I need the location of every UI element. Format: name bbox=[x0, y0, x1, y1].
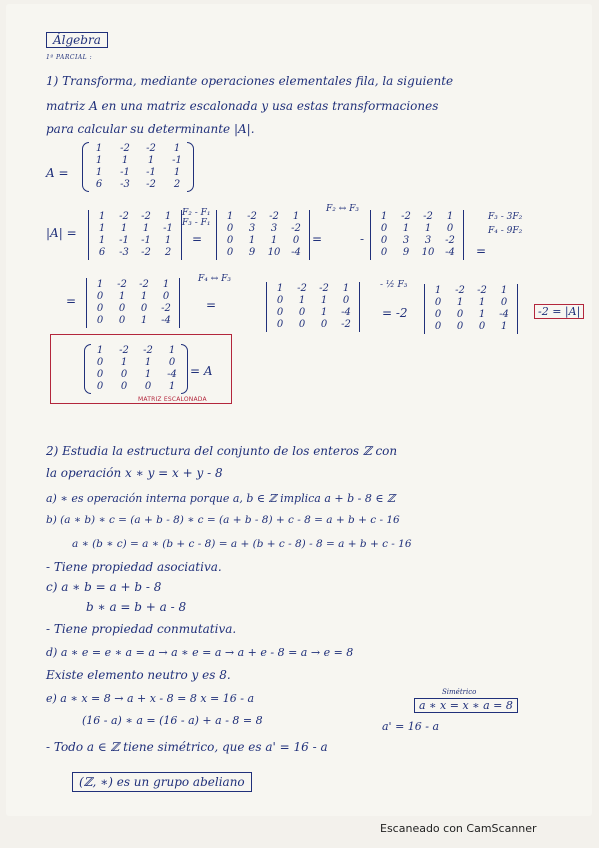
matrix-cell: 0 bbox=[96, 303, 104, 314]
op-step1b: F₃ - F₁ bbox=[182, 218, 211, 228]
matrix-cell: 0 bbox=[292, 235, 300, 246]
matrix-cell: 1 bbox=[144, 369, 152, 380]
problem2-e-prime: a' = 16 - a bbox=[382, 720, 440, 733]
problem2-c2: b ∗ a = b + a - 8 bbox=[86, 600, 187, 614]
matrix-cell: 0 bbox=[380, 247, 388, 258]
matrix-cell: -1 bbox=[119, 235, 129, 246]
matrix-cell: 1 bbox=[298, 295, 306, 306]
matrix-cell: 1 bbox=[342, 283, 350, 294]
page-title: Álgebra bbox=[46, 32, 108, 48]
matrix-cell: -2 bbox=[297, 283, 307, 294]
matrix-cell: 0 bbox=[226, 223, 234, 234]
matrix-cell: 0 bbox=[96, 369, 104, 380]
matrix-cell: -2 bbox=[341, 319, 351, 330]
scanner-watermark: Escaneado con CamScanner bbox=[380, 822, 537, 835]
matrix-cell: 0 bbox=[276, 295, 284, 306]
matrix-cell: 6 bbox=[98, 247, 106, 258]
matrix-cell: -2 bbox=[269, 211, 279, 222]
matrix-cell: -1 bbox=[141, 235, 151, 246]
problem1-line2: matriz A en una matriz escalonada y usa estas transformaciones bbox=[46, 99, 439, 113]
matrix-cell: -2 bbox=[141, 211, 151, 222]
matrix-cell: 0 bbox=[298, 307, 306, 318]
problem2-a: a) ∗ es operación interna porque a, b ∈ ℤ implica a + b - 8 ∈ ℤ bbox=[46, 492, 396, 505]
matrix-cell: -2 bbox=[423, 211, 433, 222]
matrix-cell: 0 bbox=[118, 315, 126, 326]
matrix-cell: 1 bbox=[446, 211, 454, 222]
matrix-cell: 1 bbox=[140, 315, 148, 326]
problem2-b2: a ∗ (b ∗ c) = a ∗ (b + c - 8) = a + (b + c - 8) - 8 = a + b + c - 16 bbox=[72, 538, 412, 550]
matrix-cell: -4 bbox=[499, 309, 509, 320]
matrix-cell: 1 bbox=[276, 283, 284, 294]
matrix-cell: 1 bbox=[424, 223, 432, 234]
symmetric-box: a ∗ x = x ∗ a = 8 bbox=[414, 698, 518, 713]
matrix-cell: 0 bbox=[298, 319, 306, 330]
matrix-cell: -4 bbox=[167, 369, 177, 380]
op-step2: F₂ ↔ F₃ bbox=[326, 204, 359, 214]
matrix-cell: 0 bbox=[96, 357, 104, 368]
matrix-cell: 1 bbox=[173, 167, 181, 178]
matrix-cell: -1 bbox=[146, 167, 156, 178]
matrix-cell: -2 bbox=[291, 223, 301, 234]
matrix-cell: 3 bbox=[248, 223, 256, 234]
matrix-cell: -2 bbox=[117, 279, 127, 290]
matrix-step3 bbox=[370, 210, 464, 260]
notebook-page bbox=[6, 4, 592, 816]
matrix-cell: 0 bbox=[320, 319, 328, 330]
problem2-d2: Existe elemento neutro y es 8. bbox=[46, 668, 231, 682]
matrix-cell: -2 bbox=[141, 247, 151, 258]
matrix-cell: 2 bbox=[164, 247, 172, 258]
matrix-cell: -2 bbox=[455, 285, 465, 296]
matrix-cell: 0 bbox=[276, 307, 284, 318]
matrix-cell: 3 bbox=[402, 235, 410, 246]
matrix-cell: 1 bbox=[500, 321, 508, 332]
matrix-cell: 1 bbox=[434, 285, 442, 296]
matrix-cell: 0 bbox=[500, 297, 508, 308]
matrix-cell: 1 bbox=[162, 279, 170, 290]
matrix-a-label: A = bbox=[46, 166, 69, 180]
matrix-a bbox=[84, 142, 192, 192]
matrix-cell: 1 bbox=[500, 285, 508, 296]
matrix-cell: 1 bbox=[270, 235, 278, 246]
symmetric-label: Simétrico bbox=[442, 688, 477, 696]
matrix-cell: 0 bbox=[120, 369, 128, 380]
matrix-cell: -2 bbox=[319, 283, 329, 294]
matrix-cell: -2 bbox=[139, 279, 149, 290]
matrix-cell: 9 bbox=[402, 247, 410, 258]
matrix-cell: 0 bbox=[446, 223, 454, 234]
matrix-cell: -2 bbox=[119, 345, 129, 356]
matrix-cell: 6 bbox=[95, 179, 103, 190]
matrix-cell: 1 bbox=[96, 345, 104, 356]
matrix-cell: 0 bbox=[226, 235, 234, 246]
matrix-cell: 0 bbox=[96, 381, 104, 392]
eq-step5: = -2 bbox=[382, 306, 408, 320]
problem2-e3: - Todo a ∈ ℤ tiene simétrico, que es a' = 16 - a bbox=[46, 740, 328, 754]
matrix-cell: 0 bbox=[168, 357, 176, 368]
matrix-step2 bbox=[216, 210, 310, 260]
matrix-cell: 1 bbox=[120, 223, 128, 234]
matrix-cell: -2 bbox=[119, 211, 129, 222]
eq-step2: = bbox=[312, 232, 323, 246]
matrix-cell: 1 bbox=[118, 291, 126, 302]
matrix-cell: 9 bbox=[248, 247, 256, 258]
determinant-result: -2 = |A| bbox=[534, 304, 584, 319]
det-label: |A| = bbox=[46, 226, 77, 240]
eq-step4-lead: = bbox=[66, 294, 77, 308]
matrix-cell: -2 bbox=[143, 345, 153, 356]
matrix-cell: 3 bbox=[424, 235, 432, 246]
matrix-cell: 0 bbox=[434, 297, 442, 308]
matrix-cell: 1 bbox=[248, 235, 256, 246]
matrix-cell: 0 bbox=[434, 309, 442, 320]
matrix-cell: 0 bbox=[342, 295, 350, 306]
matrix-cell: -4 bbox=[291, 247, 301, 258]
problem2-d1: d) a ∗ e = e ∗ a = a → a ∗ e = a → a + e - 8 = a → e = 8 bbox=[46, 646, 354, 659]
matrix-cell: 0 bbox=[456, 309, 464, 320]
matrix-cell: 1 bbox=[402, 223, 410, 234]
matrix-cell: 1 bbox=[95, 143, 103, 154]
matrix-cell: 1 bbox=[456, 297, 464, 308]
matrix-cell: 0 bbox=[144, 381, 152, 392]
matrix-cell: -2 bbox=[247, 211, 257, 222]
matrix-cell: -1 bbox=[120, 167, 130, 178]
matrix-step1 bbox=[88, 210, 182, 260]
matrix-cell: 0 bbox=[96, 315, 104, 326]
matrix-cell: 0 bbox=[226, 247, 234, 258]
matrix-cell: 1 bbox=[95, 167, 103, 178]
matrix-step4 bbox=[86, 278, 180, 328]
matrix-cell: 1 bbox=[168, 381, 176, 392]
matrix-cell: 0 bbox=[140, 303, 148, 314]
matrix-cell: 1 bbox=[292, 211, 300, 222]
problem2-b3: - Tiene propiedad asociativa. bbox=[46, 560, 222, 574]
matrix-cell: 1 bbox=[320, 295, 328, 306]
matrix-cell: 0 bbox=[162, 291, 170, 302]
matrix-cell: 1 bbox=[164, 235, 172, 246]
problem2-b1: b) (a ∗ b) ∗ c = (a + b - 8) ∗ c = (a + b - 8) + c - 8 = a + b + c - 16 bbox=[46, 514, 400, 526]
matrix-cell: 1 bbox=[380, 211, 388, 222]
matrix-cell: 1 bbox=[147, 155, 155, 166]
eq-step3: = bbox=[476, 244, 487, 258]
conclusion-box: (ℤ, ∗) es un grupo abeliano bbox=[72, 772, 252, 792]
matrix-cell: -1 bbox=[172, 155, 182, 166]
matrix-step5 bbox=[266, 282, 360, 332]
matrix-cell: 1 bbox=[98, 211, 106, 222]
problem2-e1: e) a ∗ x = 8 → a + x - 8 = 8 x = 16 - a bbox=[46, 692, 255, 705]
matrix-cell: -3 bbox=[119, 247, 129, 258]
matrix-cell: 0 bbox=[478, 321, 486, 332]
eq-step1: = bbox=[192, 232, 203, 246]
matrix-cell: 1 bbox=[142, 223, 150, 234]
matrix-cell: 1 bbox=[95, 155, 103, 166]
matrix-cell: 1 bbox=[144, 357, 152, 368]
op-step4: F₄ ↔ F₃ bbox=[198, 274, 231, 284]
matrix-cell: 0 bbox=[276, 319, 284, 330]
op-step3a: F₃ - 3F₂ bbox=[488, 212, 523, 222]
op-step5: - ½ F₃ bbox=[380, 280, 408, 290]
matrix-cell: 1 bbox=[478, 309, 486, 320]
neg-step2: - bbox=[360, 232, 365, 246]
matrix-cell: -2 bbox=[477, 285, 487, 296]
page-subtitle: 1º PARCIAL : bbox=[46, 54, 93, 61]
matrix-cell: -4 bbox=[445, 247, 455, 258]
matrix-cell: 3 bbox=[270, 223, 278, 234]
matrix-cell: -4 bbox=[341, 307, 351, 318]
matrix-cell: -2 bbox=[161, 303, 171, 314]
echelon-tag: MATRIZ ESCALONADA bbox=[138, 396, 207, 403]
matrix-cell: 1 bbox=[120, 357, 128, 368]
matrix-cell: -2 bbox=[445, 235, 455, 246]
matrix-cell: 10 bbox=[267, 247, 281, 258]
matrix-cell: 1 bbox=[320, 307, 328, 318]
matrix-cell: 1 bbox=[164, 211, 172, 222]
op-step3b: F₄ - 9F₂ bbox=[488, 226, 523, 236]
problem2-line1: 2) Estudia la estructura del conjunto de los enteros ℤ con bbox=[46, 444, 398, 458]
problem2-c1: c) a ∗ b = a + b - 8 bbox=[46, 580, 162, 594]
problem1-line3: para calcular su determinante |A|. bbox=[46, 122, 255, 136]
matrix-cell: -3 bbox=[120, 179, 130, 190]
matrix-cell: -2 bbox=[401, 211, 411, 222]
matrix-cell: 0 bbox=[380, 235, 388, 246]
echelon-matrix bbox=[86, 344, 186, 394]
matrix-cell: -2 bbox=[146, 179, 156, 190]
matrix-cell: 0 bbox=[118, 303, 126, 314]
problem1-line1: 1) Transforma, mediante operaciones elementales fila, la siguiente bbox=[46, 74, 454, 88]
matrix-cell: 1 bbox=[121, 155, 129, 166]
problem2-e2: (16 - a) ∗ a = (16 - a) + a - 8 = 8 bbox=[82, 714, 263, 727]
problem2-line2: la operación x ∗ y = x + y - 8 bbox=[46, 466, 223, 480]
matrix-cell: 1 bbox=[96, 279, 104, 290]
matrix-cell: 1 bbox=[140, 291, 148, 302]
matrix-cell: 1 bbox=[173, 143, 181, 154]
matrix-cell: 0 bbox=[96, 291, 104, 302]
op-step1a: F₂ - F₁ bbox=[182, 208, 211, 218]
matrix-cell: 1 bbox=[98, 235, 106, 246]
matrix-cell: -4 bbox=[161, 315, 171, 326]
matrix-cell: 2 bbox=[173, 179, 181, 190]
matrix-cell: 1 bbox=[478, 297, 486, 308]
matrix-cell: 1 bbox=[168, 345, 176, 356]
matrix-cell: 0 bbox=[120, 381, 128, 392]
matrix-cell: 0 bbox=[456, 321, 464, 332]
matrix-cell: 0 bbox=[380, 223, 388, 234]
echelon-label: = A bbox=[190, 364, 213, 378]
matrix-cell: 1 bbox=[226, 211, 234, 222]
matrix-cell: -2 bbox=[120, 143, 130, 154]
matrix-cell: -1 bbox=[163, 223, 173, 234]
matrix-cell: 0 bbox=[434, 321, 442, 332]
eq-step4: = bbox=[206, 298, 217, 312]
matrix-step6 bbox=[424, 284, 518, 334]
problem2-c3: - Tiene propiedad conmutativa. bbox=[46, 622, 237, 636]
matrix-cell: 1 bbox=[98, 223, 106, 234]
matrix-cell: -2 bbox=[146, 143, 156, 154]
matrix-cell: 10 bbox=[421, 247, 435, 258]
